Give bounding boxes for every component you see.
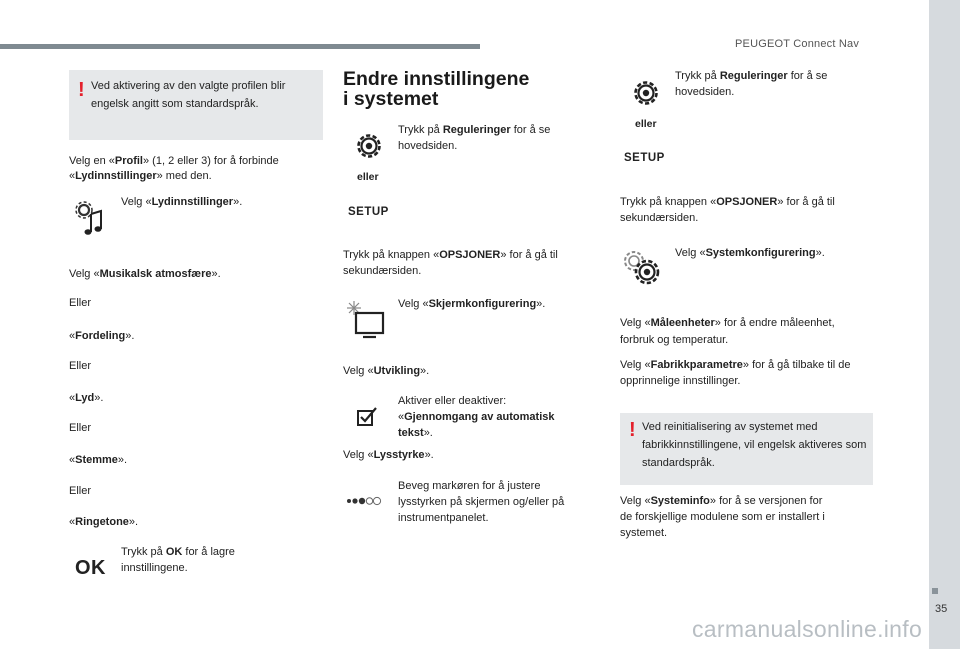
system-info-text: Velg «Systeminfo» for å se versjonen for bbox=[620, 495, 823, 507]
page-number: 35 bbox=[935, 603, 948, 615]
settings-instruction-line2: hovedsiden. bbox=[675, 86, 735, 98]
brand-title: PEUGEOT Connect Nav bbox=[735, 38, 860, 50]
options-instruction: Trykk på knappen «OPSJONER» for å gå til bbox=[343, 249, 558, 261]
brightness-instruction: Beveg markøren for å justere bbox=[398, 480, 541, 492]
or-text: Eller bbox=[69, 297, 92, 309]
option-sound: «Lyd». bbox=[69, 392, 104, 404]
settings-instruction: Trykk på Reguleringer for å se bbox=[675, 70, 828, 82]
warning-note-text: Ved aktivering av den valgte profilen blir engelsk angitt som standardspråk. bbox=[91, 80, 286, 110]
profile-paragraph-line2: «Lydinnstillinger» med den. bbox=[69, 170, 212, 182]
audio-settings-text: Velg «Lydinnstillinger». bbox=[121, 196, 243, 208]
system-settings-icon bbox=[621, 248, 663, 288]
or-label: eller bbox=[635, 118, 657, 130]
or-text: Eller bbox=[69, 485, 92, 497]
gear-icon bbox=[631, 78, 661, 108]
section-heading-line2: i systemet bbox=[343, 88, 439, 110]
options-instruction: Trykk på knappen «OPSJONER» for å gå til bbox=[620, 196, 835, 208]
option-voice: «Stemme». bbox=[69, 454, 128, 466]
option-ringtone: «Ringetone». bbox=[69, 516, 139, 528]
page-marker bbox=[932, 588, 938, 594]
system-config-text: Velg «Systemkonfigurering». bbox=[675, 247, 825, 259]
music-settings-icon bbox=[73, 200, 107, 238]
ok-instruction: Trykk på OK for å lagre bbox=[121, 546, 235, 558]
units-text: Velg «Måleenheter» for å endre måleenhet, bbox=[620, 317, 835, 329]
brightness-text: Velg «Lysstyrke». bbox=[343, 449, 434, 461]
warning-icon: ! bbox=[78, 79, 85, 101]
auto-text-review-option-line2: tekst». bbox=[398, 427, 433, 439]
warning-note bbox=[620, 413, 873, 485]
setup-button-label: SETUP bbox=[348, 206, 389, 218]
section-heading: Endre innstillingene bbox=[343, 68, 530, 90]
options-instruction-line2: sekundærsiden. bbox=[620, 212, 699, 224]
side-strip bbox=[929, 0, 960, 649]
auto-text-review-option: «Gjennomgang av automatisk bbox=[398, 411, 555, 423]
factory-settings-text: Velg «Fabrikkparametre» for å gå tilbake til de bbox=[620, 359, 851, 371]
gear-icon bbox=[354, 131, 384, 161]
or-text: Eller bbox=[69, 360, 92, 372]
header-accent-bar bbox=[0, 44, 480, 49]
brightness-slider-icon bbox=[346, 494, 382, 508]
units-text-line2: forbruk og temperatur. bbox=[620, 334, 729, 346]
factory-settings-text-line2: opprinnelige innstillinger. bbox=[620, 375, 741, 387]
ok-button-label: OK bbox=[75, 557, 106, 579]
profile-paragraph: Velg en «Profil» (1, 2 eller 3) for å forbinde bbox=[69, 155, 279, 167]
warning-note bbox=[69, 70, 323, 140]
setup-button-label: SETUP bbox=[624, 152, 665, 164]
warning-icon: ! bbox=[629, 419, 636, 441]
checkbox-icon bbox=[356, 405, 378, 427]
brightness-instruction-line3: instrumentpanelet. bbox=[398, 512, 489, 524]
watermark: carmanualsonline.info bbox=[692, 616, 923, 642]
system-info-text-line3: systemet. bbox=[620, 527, 668, 539]
option-music-ambience: Velg «Musikalsk atmosfære». bbox=[69, 268, 221, 280]
warning-note-text: Ved reinitialisering av systemet med fabrikkinnstillingene, vil engelsk aktiveres som standardspråk. bbox=[642, 421, 867, 469]
brightness-instruction-line2: lysstyrken på skjermen og/eller på bbox=[398, 496, 565, 508]
toggle-instruction: Aktiver eller deaktiver: bbox=[398, 395, 507, 407]
options-instruction-line2: sekundærsiden. bbox=[343, 265, 422, 277]
development-text: Velg «Utvikling». bbox=[343, 365, 430, 377]
display-settings-icon bbox=[344, 299, 386, 339]
settings-instruction-line2: hovedsiden. bbox=[398, 140, 458, 152]
settings-instruction: Trykk på Reguleringer for å se bbox=[398, 124, 551, 136]
option-distribution: «Fordeling». bbox=[69, 330, 135, 342]
or-label: eller bbox=[357, 171, 379, 183]
or-text: Eller bbox=[69, 422, 92, 434]
ok-instruction-line2: innstillingene. bbox=[121, 562, 188, 574]
system-info-text-line2: de forskjellige modulene som er installert i bbox=[620, 511, 825, 523]
display-config-text: Velg «Skjermkonfigurering». bbox=[398, 298, 546, 310]
